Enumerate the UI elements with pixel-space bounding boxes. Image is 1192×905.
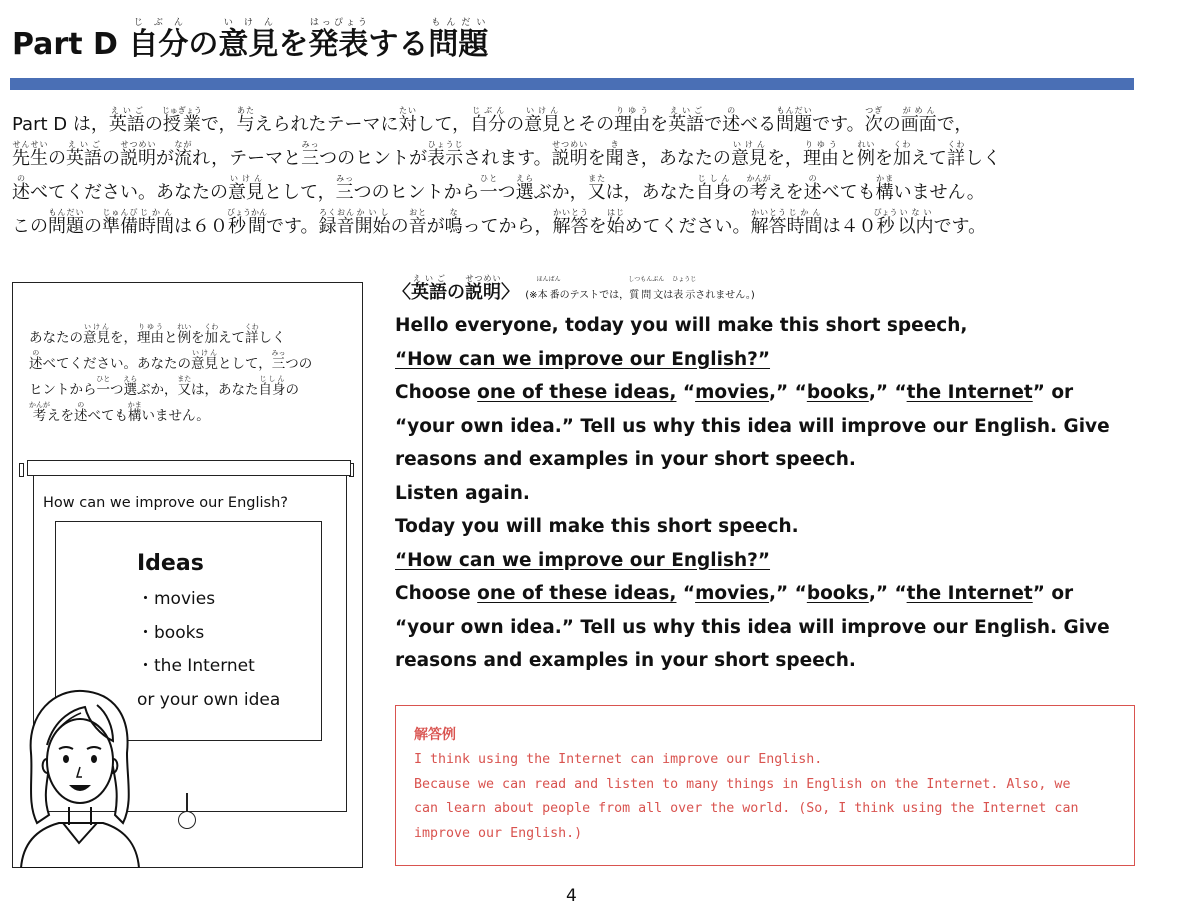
- text-run: えられたテーマに: [254, 114, 399, 135]
- ruby-word: 対たい: [398, 106, 417, 135]
- sample-answer-label: 解答例: [414, 727, 456, 743]
- ruby-word: 理由りゆう: [137, 323, 164, 346]
- text-run: を: [587, 148, 606, 169]
- script-line: [395, 477, 1155, 511]
- ruby-word: 聞き: [605, 140, 624, 169]
- scroll-rod-end-left: [19, 463, 24, 477]
- text-run: いません。: [141, 408, 210, 424]
- ruby-word: 述の: [29, 349, 43, 372]
- ruby-word: 三みっ: [271, 349, 286, 372]
- ruby-word: 自分じぶん: [128, 18, 189, 62]
- ruby-word: 又また: [587, 174, 606, 203]
- text-run: えて: [910, 148, 947, 169]
- ruby-word: 表示ひょうじ: [672, 276, 697, 301]
- ruby-word: 時間じかん: [786, 208, 823, 237]
- text-run: して，: [416, 114, 471, 135]
- text-run: ,” “: [769, 583, 807, 604]
- script-line: [395, 577, 1155, 611]
- ruby-word: 述の: [803, 174, 822, 203]
- text-run: の: [882, 114, 901, 135]
- script-line: [395, 410, 1155, 444]
- text-run: です。: [812, 114, 865, 135]
- text-run: ヒントから: [29, 382, 97, 398]
- ruby-word: 自身じしん: [258, 375, 286, 398]
- sample-answer-line: improve our English.): [414, 825, 583, 841]
- ruby-word: 詳くわ: [244, 323, 259, 346]
- text-run: のテストでは，: [559, 290, 630, 301]
- script-line: [395, 343, 1155, 377]
- text-run: この: [12, 216, 48, 237]
- explanation-heading: 〈英語えいごの説明せつめい〉 (※本番ほんばんのテストでは，質問文しつもんぶんは表示ひょうじされません。): [393, 274, 755, 303]
- card-instructions-line: [29, 375, 359, 401]
- text-run: つ: [110, 382, 124, 398]
- ruby-word: 時間じかん: [138, 208, 174, 237]
- ruby-word: 秒びょう: [873, 208, 898, 237]
- text-run: あなたの: [29, 330, 83, 346]
- card-instructions-line: [29, 349, 359, 375]
- ruby-word: 問題もんだい: [428, 18, 489, 62]
- ruby-word: 意見いけん: [83, 323, 110, 346]
- page-title-main: [128, 18, 489, 62]
- ruby-word: 説明せつめい: [120, 140, 156, 169]
- text-run: き，あなたの: [623, 148, 731, 169]
- text-run: の: [84, 216, 102, 237]
- ruby-word: 秒間びょうかん: [227, 208, 267, 237]
- text-run: ぶか，: [137, 382, 178, 398]
- ruby-word: 一ひと: [96, 375, 111, 398]
- ruby-word: 説明せつめい: [551, 140, 588, 169]
- ruby-word: 例れい: [177, 323, 192, 346]
- text-run: する: [368, 27, 429, 62]
- text-run: しく: [258, 330, 286, 346]
- ruby-word: 解答かいとう: [750, 208, 787, 237]
- idea-item: or your own idea: [137, 689, 281, 710]
- ruby-word: 考かんが: [746, 174, 771, 203]
- ruby-word: 意見いけん: [524, 106, 561, 135]
- card-instructions-line: [29, 401, 359, 427]
- text-run: を: [588, 216, 607, 237]
- ruby-word: 述の: [722, 106, 741, 135]
- page-number: 4: [566, 886, 577, 905]
- underlined-text: “How can we improve our English?”: [395, 549, 771, 571]
- ruby-word: 考かんが: [29, 401, 50, 424]
- text-run: べてください。あなたの: [42, 356, 191, 372]
- text-run: ” or: [1032, 382, 1074, 403]
- text-run: “your own idea.” Tell us why this idea will improve our English. Give: [395, 415, 1110, 437]
- ruby-word: 準備じゅんび: [102, 208, 138, 237]
- text-run: reasons and examples in your short speech.: [395, 650, 856, 671]
- text-run: を: [874, 148, 893, 169]
- text-run: いません。: [893, 182, 985, 203]
- card-instructions-line: [29, 323, 359, 349]
- text-run: の: [188, 27, 219, 62]
- idea-item: ・movies: [137, 589, 216, 609]
- ruby-word: 意見いけん: [218, 18, 279, 62]
- script-line: [395, 443, 1155, 477]
- ruby-word: 始はじ: [606, 208, 625, 237]
- text-run: reasons and examples in your short speech.: [395, 449, 856, 470]
- text-run: Choose: [395, 583, 478, 604]
- text-run: (※: [525, 290, 538, 301]
- instructions-line: [12, 140, 1162, 174]
- text-run: “your own idea.” Tell us why this idea will improve our English. Give: [395, 616, 1110, 638]
- text-run: めてください。: [624, 216, 751, 237]
- text-run: しく: [964, 148, 1001, 169]
- screen-pull-ring: [178, 811, 196, 829]
- ruby-word: 発表はっぴょう: [308, 18, 369, 62]
- ruby-word: 以内いない: [897, 208, 934, 237]
- teacher-illustration: [15, 683, 145, 868]
- page-title-prefix: Part D: [12, 27, 129, 62]
- text-run: されます。: [463, 148, 552, 169]
- text-run: えを: [47, 408, 74, 424]
- script-line: [395, 611, 1155, 645]
- instructions-line: [12, 208, 1162, 242]
- page-title: [12, 18, 488, 67]
- ruby-word: 意見いけん: [730, 140, 767, 169]
- ruby-word: 意見いけん: [191, 349, 218, 372]
- text-run: として，: [218, 356, 272, 372]
- text-run: Part D は，: [12, 114, 109, 135]
- text-run: れ，テーマと: [192, 148, 302, 169]
- heading-word: 英語えいご: [411, 274, 447, 303]
- ruby-word: 表示ひょうじ: [427, 140, 464, 169]
- sample-answer-box: [395, 705, 1135, 866]
- heading-word: 説明せつめい: [465, 274, 501, 303]
- underlined-text: books: [806, 583, 869, 604]
- ruby-word: 構かま: [875, 174, 894, 203]
- ruby-word: 詳くわ: [946, 140, 965, 169]
- text-run: が: [156, 148, 174, 169]
- text-run: ,” “: [868, 382, 907, 403]
- text-run: の: [48, 148, 66, 169]
- ruby-word: 加くわ: [892, 140, 911, 169]
- underlined-text: movies: [695, 583, 770, 604]
- text-run: の: [390, 216, 409, 237]
- text-run: として，: [264, 182, 336, 203]
- ruby-word: 鳴な: [444, 208, 463, 237]
- text-run: が: [426, 216, 445, 237]
- text-run: つの: [285, 356, 313, 372]
- text-run: Listen again.: [395, 482, 530, 504]
- text-run: “: [676, 382, 696, 403]
- text-run: ,” “: [769, 382, 807, 403]
- instructions-paragraph: [12, 106, 1162, 242]
- sample-answer-text: [414, 748, 1116, 846]
- script-line: [395, 376, 1155, 410]
- idea-item: ・books: [137, 622, 205, 643]
- text-run: です。: [933, 216, 987, 237]
- text-run: つ: [497, 182, 516, 203]
- ruby-word: 解答かいとう: [552, 208, 589, 237]
- ruby-word: 与あた: [236, 106, 255, 135]
- text-run: Choose: [395, 382, 478, 403]
- text-run: えを: [767, 182, 804, 203]
- text-run: で，: [200, 114, 237, 135]
- underlined-text: books: [806, 382, 869, 403]
- ideas-list: [137, 583, 280, 717]
- ruby-word: 理由りゆう: [614, 106, 651, 135]
- sample-answer-line: Because we can read and listen to many things in English on the Internet. Also, we: [414, 776, 1071, 792]
- ruby-word: 音おと: [408, 208, 427, 237]
- text-run: は６０: [174, 216, 228, 237]
- ruby-word: 選えら: [515, 174, 534, 203]
- ideas-title: Ideas: [137, 551, 204, 576]
- ruby-word: 自身じしん: [695, 174, 732, 203]
- ruby-word: 理由りゆう: [802, 140, 839, 169]
- ruby-word: 次つぎ: [864, 106, 883, 135]
- ruby-word: 先生せんせい: [12, 140, 48, 169]
- title-divider-bar: [10, 78, 1134, 90]
- text-run: は，あなた: [605, 182, 696, 203]
- script-line: [395, 544, 1155, 578]
- text-run: ってから，: [462, 216, 553, 237]
- text-run: です。: [266, 216, 319, 237]
- explanation-script: [395, 309, 1155, 678]
- text-run: “: [676, 583, 696, 604]
- text-run: されません。): [695, 290, 755, 301]
- underlined-text: one of these ideas,: [477, 382, 677, 403]
- ruby-word: 問題もんだい: [776, 106, 813, 135]
- text-run: ” or: [1032, 583, 1074, 604]
- text-run: と: [838, 148, 857, 169]
- text-run: ,” “: [868, 583, 907, 604]
- heading-bracket-open: 〈: [393, 282, 411, 303]
- card-instructions: [29, 323, 359, 427]
- ruby-word: 一ひと: [479, 174, 498, 203]
- text-run: べても: [87, 408, 128, 424]
- text-run: つのヒントから: [353, 182, 480, 203]
- script-line: [395, 644, 1155, 678]
- ruby-word: 英語えいご: [668, 106, 705, 135]
- text-run: を: [278, 27, 309, 62]
- ruby-word: 英語えいご: [66, 140, 102, 169]
- text-run: つのヒントが: [319, 148, 428, 169]
- screen-roller-rod: [27, 460, 351, 476]
- idea-item: ・the Internet: [137, 656, 255, 676]
- text-run: を，: [110, 330, 137, 346]
- text-run: の: [285, 382, 299, 398]
- text-run: を: [191, 330, 205, 346]
- ruby-word: 又また: [177, 375, 192, 398]
- ruby-word: 質問文しつもんぶん: [628, 276, 665, 301]
- text-run: Hello everyone, today you will make this short speech,: [395, 315, 968, 336]
- text-run: の: [144, 114, 163, 135]
- underlined-text: movies: [695, 382, 770, 403]
- text-run: べる: [740, 114, 777, 135]
- ruby-word: 三みっ: [301, 140, 320, 169]
- underlined-text: one of these ideas,: [477, 583, 677, 604]
- ruby-word: 述の: [74, 401, 88, 424]
- ruby-word: 例れい: [856, 140, 875, 169]
- ruby-word: 問題もんだい: [48, 208, 84, 237]
- text-run: の: [506, 114, 525, 135]
- ruby-word: 構かま: [127, 401, 142, 424]
- underlined-text: “How can we improve our English?”: [395, 348, 771, 370]
- text-run: を，: [766, 148, 803, 169]
- board-question: How can we improve our English?: [43, 495, 288, 511]
- script-line: [395, 309, 1155, 343]
- text-run: は: [663, 290, 674, 301]
- ruby-word: 開始かいし: [354, 208, 391, 237]
- ruby-word: 選えら: [123, 375, 138, 398]
- text-run: ぶか，: [533, 182, 588, 203]
- text-run: の: [102, 148, 120, 169]
- text-run: を: [650, 114, 669, 135]
- text-run: で，: [936, 114, 973, 135]
- underlined-text: the Internet: [906, 583, 1033, 604]
- text-run: と: [164, 330, 178, 346]
- script-line: [395, 510, 1155, 544]
- ruby-word: 流なが: [174, 140, 192, 169]
- text-run: Today you will make this short speech.: [395, 516, 799, 537]
- sample-answer-line: can learn about people from all over the world. (So, I think using the Internet can: [414, 801, 1079, 816]
- screen-pull-cord: [186, 793, 188, 813]
- ruby-word: 加くわ: [204, 323, 219, 346]
- screen-card: [12, 282, 363, 868]
- ruby-word: 意見いけん: [228, 174, 264, 203]
- ruby-word: 英語えいご: [108, 106, 145, 135]
- ruby-word: 本番ほんばん: [536, 276, 561, 301]
- sample-answer-line: I think using the Internet can improve our English.: [414, 752, 823, 767]
- text-run: で: [704, 114, 723, 135]
- text-run: とその: [560, 114, 615, 135]
- text-run: えて: [218, 330, 245, 346]
- ruby-word: 授業じゅぎょう: [161, 106, 202, 135]
- instructions-line: [12, 174, 1162, 208]
- ruby-word: 録音ろくおん: [318, 208, 355, 237]
- text-run: の: [731, 182, 750, 203]
- text-run: は４０: [822, 216, 877, 237]
- text-run: べても: [821, 182, 876, 203]
- text-run: べてください。あなたの: [30, 182, 228, 203]
- ruby-word: 画面がめん: [900, 106, 937, 135]
- ruby-word: 自分じぶん: [470, 106, 507, 135]
- instructions-line: [12, 106, 1162, 140]
- ruby-word: 述の: [12, 174, 30, 203]
- text-run: は，あなた: [191, 382, 259, 398]
- underlined-text: the Internet: [906, 382, 1033, 403]
- ruby-word: 三みっ: [335, 174, 354, 203]
